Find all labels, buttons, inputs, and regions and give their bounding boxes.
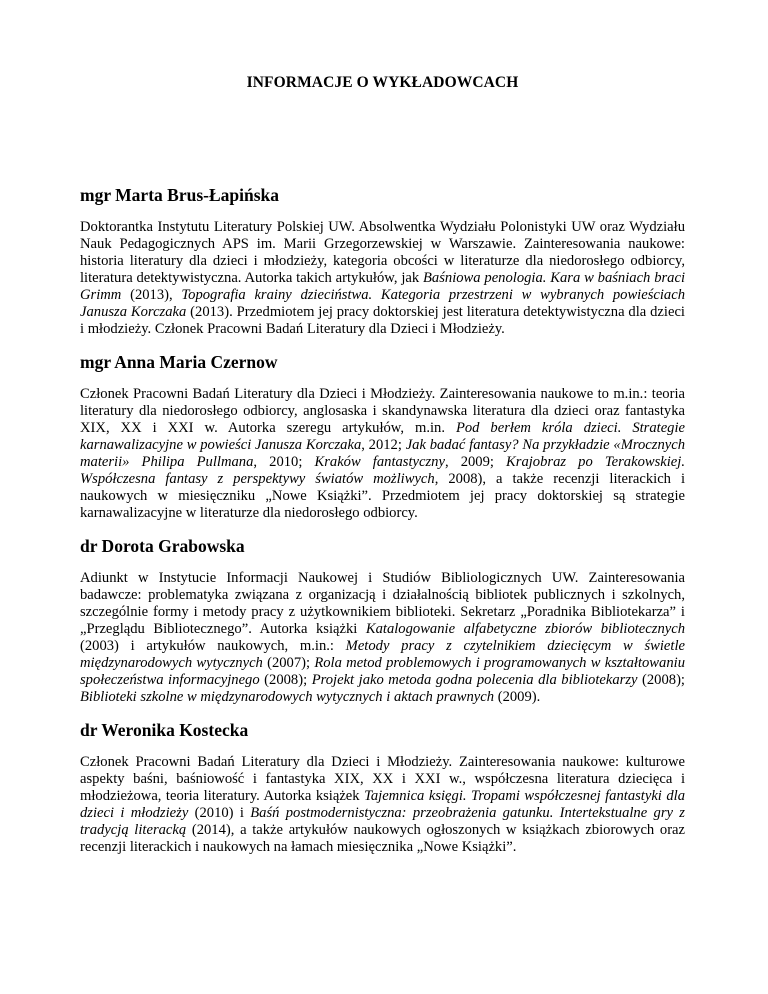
bio-text: , 2009; [444,454,507,470]
lecturer-name: dr Dorota Grabowska [80,536,245,556]
lecturer-entry-3 [80,720,685,856]
bio-text: Członek Pracowni Badań Literatury dla Dzieci i Młodzieży. Zainteresowania naukowe: kulturowe aspekty baśni, baśniowość i fantastyka XIX, XX i XXI w., współczesna literatura dziecięca i młodzieżowa, teoria literatury. Autorka książek [80,754,685,804]
bio-text: (2013). Przedmiotem jej pracy doktorskiej jest literatura detektywistyczna dla dzieci i młodzieży. Członek Pracowni Badań Literatury dla Dzieci i Młodzieży. [80,304,685,337]
bio-text: Adiunkt w Instytucie Informacji Naukowej i Studiów Bibliologicznych UW. Zainteresowania badawcze: problematyka związana z organizacją i działalnością bibliotek publicznych i szkolnych, szczególnie formy i metody pracy z użytkownikiem biblioteki. Sekretarz „Poradnika Bibliotekarza” i „Przeglądu Bibliotecznego”. Autorka książki [80,570,685,637]
publication-title: Kraków fantastyczny [314,454,445,470]
publication-title: Topografia krainy dzieciństwa. Kategoria przestrzeni w wybranych powieściach Janusza Korczaka [80,287,685,320]
publication-title: Biblioteki szkolne w międzynarodowych wytycznych i aktach prawnych [80,689,495,705]
lecturer-bio [80,386,685,522]
publication-title: Metody pracy z czytelnikiem dziecięcym w świetle międzynarodowych wytycznych [80,638,685,671]
bio-text: (2003) i artykułów naukowych, m.in.: [80,638,346,654]
bio-text: , 2012; [361,437,406,453]
bio-text: (2008); [259,672,312,688]
lecturer-bio [80,219,685,338]
publication-title: Krajobraz po Terakowskiej. Współczesna fantasy z perspektywy światów możliwych [80,454,685,487]
publication-title: Tajemnica księgi. Tropami współczesnej fantastyki dla dzieci i młodzieży [80,788,686,821]
lecturer-entry-1 [80,352,685,522]
publication-title: Baśń postmodernistyczna: przeobrażenia gatunku. Intertekstualne gry z tradycją literacką [80,805,685,838]
lecturer-bio [80,570,685,706]
bio-text: (2010) i [188,805,251,821]
bio-text: (2009). [494,689,541,705]
bio-text: (2007); [262,655,315,671]
lecturer-bio [80,754,685,856]
bio-text: (2013), [121,287,182,303]
bio-text: (2014), a także artykułów naukowych ogłoszonych w książkach zbiorowych oraz recenzji literackich i naukowych na łamach miesięcznika „Nowe Książki”. [80,822,686,855]
lecturer-name: mgr Anna Maria Czernow [80,352,278,372]
publication-title: Rola metod problemowych i programowanych w kształtowaniu społeczeństwa informacyjnego [80,655,685,688]
bio-text: Członek Pracowni Badań Literatury dla Dzieci i Młodzieży. Zainteresowania naukowe to m.in.: teoria literatury dla niedorosłego odbiorcy, anglosaska i skandynawska literatura dla dzieci oraz fantastyka XIX, XX i XXI w. Autorka szeregu artykułów, m.in. [80,386,685,436]
document-title: INFORMACJE O WYKŁADOWCACH [246,74,519,91]
lecturer-entry-0 [80,185,685,338]
lecturer-list [80,185,685,856]
publication-title: Pod berłem króla dzieci. Strategie karnawalizacyjne w powieści Janusza Korczaka [80,420,686,453]
bio-text: Doktorantka Instytutu Literatury Polskiej UW. Absolwentka Wydziału Polonistyki UW oraz Wydziału Nauk Pedagogicznych APS im. Marii Grzegorzewskiej w Warszawie. Zainteresowania naukowe: historia literatury dla dzieci i młodzieży, kategoria obcości w literaturze dla niedorosłego odbiorcy, literatura detektywistyczna. Autorka takich artykułów, jak [80,219,685,286]
publication-title: Jak badać fantasy? Na przykładzie «Mrocznych materii» Philipa Pullmana [80,437,685,470]
publication-title: Projekt jako metoda godna polecenia dla bibliotekarzy [311,672,638,688]
publication-title: Baśniowa penologia. Kara w baśniach braci Grimm [80,270,685,303]
bio-text: , 2010; [253,454,315,470]
publication-title: Katalogowanie alfabetyczne zbiorów bibliotecznych [365,621,685,637]
lecturer-name: mgr Marta Brus-Łapińska [80,185,279,205]
lecturer-entry-2 [80,536,685,706]
bio-text: (2008); [637,672,685,688]
bio-text: , 2008), a także recenzji literackich i naukowych w miesięczniku „Nowe Książki”. Przedmiotem jej pracy doktorskiej są strategie karnawalizacyjne w literaturze dla niedorosłego odbiorcy. [80,471,686,521]
lecturer-name: dr Weronika Kostecka [80,720,249,740]
